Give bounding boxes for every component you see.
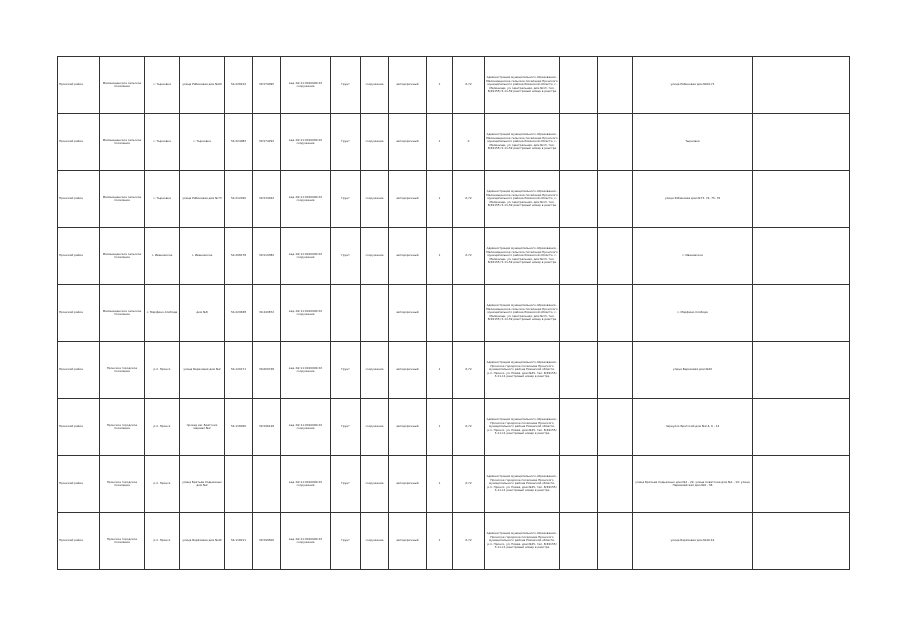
table-cell: автодорожный	[389, 513, 427, 570]
table-cell: 0,72	[453, 228, 485, 285]
table-cell	[598, 57, 633, 114]
table-cell: Администрация муниципального образования - Пронское городское поселение Пронского муниципального района Рязанской области, р.п. Пронск, ул. Новая, дом №25, тел. 8(49155) 3-11-11 реестровый номер в реестре	[485, 513, 560, 570]
table-cell: автодорожный	[389, 57, 427, 114]
table-cell: автодорожный	[389, 342, 427, 399]
table-cell: с. Ивановское	[633, 228, 753, 285]
table-cell	[560, 456, 598, 513]
table-cell: Администрация муниципального образования - Пронское городское поселение Пронского муниципального района Рязанской области, р.п. Пронск, ул. Новая, дом №25, тел. 8(49155) 3-11-11 реестровый номер в реестре	[485, 456, 560, 513]
table-cell	[560, 513, 598, 570]
table-cell	[598, 513, 633, 570]
table-cell	[753, 342, 850, 399]
table-cell: автодорожный	[389, 456, 427, 513]
table-cell	[753, 513, 850, 570]
table-cell: Администрация муниципального образования - Малинищенское сельское поселение Пронского муниципального района Рязанской области, с. Малинищи, ул. Центральная, дом №13, тел. 8(49155) 5-11-59 реестровый номер в реестре	[485, 57, 560, 114]
table-cell: кад.:62:11:0010000:ХХ сооружение	[281, 285, 331, 342]
table-cell	[753, 285, 850, 342]
table-cell: 54.229638	[225, 285, 253, 342]
table-cell: 1	[427, 57, 453, 114]
table-cell: с. Тырновка	[145, 114, 180, 171]
table-cell	[753, 57, 850, 114]
table-cell: кад.:62:11:0010000:ХХ сооружение	[281, 57, 331, 114]
table-cell: р.п. Пронск	[145, 399, 180, 456]
table-cell: 0	[453, 114, 485, 171]
table-cell: 54.212020	[225, 171, 253, 228]
table-cell: сооружение	[361, 342, 389, 399]
table-cell	[560, 342, 598, 399]
table-cell: 1	[427, 171, 453, 228]
table-cell: сооружение	[361, 399, 389, 456]
table-cell: 1	[427, 342, 453, 399]
table-cell: 54.118020	[225, 399, 253, 456]
table-cell: Грунт	[331, 342, 361, 399]
table-cell: р.п. Пронск	[145, 513, 180, 570]
table-cell	[598, 171, 633, 228]
table-cell: Администрация муниципального образования - Пронское городское поселение Пронского муниципального района Рязанской области, р.п. Пронск, ул. Новая, дом №25, тел. 8(49155) 3-11-11 реестровый номер в реестре	[485, 342, 560, 399]
table-cell: автодорожный	[389, 171, 427, 228]
table-cell: сооружение	[361, 456, 389, 513]
table-cell	[560, 285, 598, 342]
road-registry-table	[57, 56, 850, 570]
table-cell: Малинищенское сельское поселение	[100, 285, 145, 342]
table-cell: 39.596128	[253, 399, 281, 456]
table-cell: улица Березовая дом №2	[180, 342, 225, 399]
table-cell: 54.208178	[225, 228, 253, 285]
table-cell: Пронский район	[58, 342, 100, 399]
table-cell: сооружение	[361, 171, 389, 228]
table-cell: Пронский район	[58, 57, 100, 114]
table-cell: Пронский район	[58, 114, 100, 171]
table-cell: улица Берёзовая дом №40-42	[633, 513, 753, 570]
table-cell: автодорожный	[389, 114, 427, 171]
table-cell: Администрация муниципального образования - Малинищенское сельское поселение Пронского муниципального района Рязанской области, с. Малинищи, ул. Центральная, дом №13, тел. 8(49155) 5-11-59 реестровый номер в реестре	[485, 171, 560, 228]
table-cell: Администрация муниципального образования - Пронское городское поселение Пронского муниципального района Рязанской области, р.п. Пронск, ул. Новая, дом №25, тел. 8(49155) 3-11-11 реестровый номер в реестре	[485, 399, 560, 456]
table-cell: р.п. Пронск	[145, 456, 180, 513]
table-cell: Грунт	[331, 456, 361, 513]
table-cell: переулок Братский дом №2-4, 6 - 12	[633, 399, 753, 456]
table-cell	[598, 285, 633, 342]
table-cell: р.п. Пронск	[145, 342, 180, 399]
table-cell: улица Рябиновая дом №73, 74, 75, 76	[633, 171, 753, 228]
table-cell: 39.534042	[253, 171, 281, 228]
table-cell: 0,72	[453, 399, 485, 456]
table-row	[58, 456, 850, 513]
table-cell: 0,72	[453, 171, 485, 228]
table-cell: 39.579095	[253, 57, 281, 114]
table-cell	[598, 399, 633, 456]
table-cell: кад.:62:11:0010000:ХХ сооружение	[281, 228, 331, 285]
table-cell: 39.600748	[253, 342, 281, 399]
table-cell: 0,72	[453, 57, 485, 114]
table-cell: Пронский район	[58, 399, 100, 456]
table-cell: проезд им. Братских маршал №2	[180, 399, 225, 456]
table-cell	[753, 171, 850, 228]
table-row	[58, 285, 850, 342]
table-row	[58, 513, 850, 570]
table-cell: Пронский район	[58, 456, 100, 513]
table-cell: кад.:62:11:0010000:ХХ сооружение	[281, 456, 331, 513]
table-cell: 39.590500	[253, 513, 281, 570]
table-cell: кад.:62:11:0010000:ХХ сооружение	[281, 171, 331, 228]
table-cell: кад.:62:11:0010000:ХХ сооружение	[281, 114, 331, 171]
table-cell: с. Марфино-Слобода	[145, 285, 180, 342]
table-cell: Малинищенское сельское поселение	[100, 228, 145, 285]
table-cell	[560, 171, 598, 228]
table-cell: 1	[427, 456, 453, 513]
table-cell: Пронское городское поселение	[100, 342, 145, 399]
table-cell: сооружение	[361, 114, 389, 171]
table-cell	[560, 399, 598, 456]
table-cell	[225, 456, 253, 513]
table-cell: Малинищенское сельское поселение	[100, 114, 145, 171]
table-cell: автодорожный	[389, 228, 427, 285]
table-cell: 54.224083	[225, 114, 253, 171]
table-cell: кад.:62:11:0010000:ХХ сооружение	[281, 399, 331, 456]
table-cell: 0,72	[453, 513, 485, 570]
table-cell: Грунт	[331, 399, 361, 456]
table-cell	[427, 285, 453, 342]
table-cell: Малинищенское сельское поселение	[100, 171, 145, 228]
table-body	[58, 57, 850, 570]
table-cell: сооружение	[361, 228, 389, 285]
table-cell	[361, 285, 389, 342]
table-cell: 0,72	[453, 456, 485, 513]
table-cell: с. Ивановское	[180, 228, 225, 285]
table-cell: Пронское городское поселение	[100, 456, 145, 513]
table-row	[58, 399, 850, 456]
table-cell: улица Братьев Ходыкиных дом №2	[180, 456, 225, 513]
table-cell: улица Рябиновая дом №69	[180, 57, 225, 114]
table-cell: кад.:62:11:0010000:ХХ сооружение	[281, 342, 331, 399]
table-cell: с. Ивановское	[145, 228, 180, 285]
table-cell	[753, 228, 850, 285]
table-cell: с. Тырновка	[145, 171, 180, 228]
table-cell	[598, 114, 633, 171]
table-cell: Пронский район	[58, 171, 100, 228]
table-cell: Администрация муниципального образования - Малинищенское сельское поселение Пронского муниципального района Рязанской области, с. Малинищи, ул. Центральная, дом №13, тел. 8(49155) 5-11-59 реестровый номер в реестре	[485, 228, 560, 285]
table-cell: с. Тырновка	[145, 57, 180, 114]
table-cell: 1	[427, 228, 453, 285]
table-cell	[253, 456, 281, 513]
table-cell: сооружение	[361, 513, 389, 570]
spreadsheet-page	[57, 56, 849, 569]
table-cell: 39.440872	[253, 285, 281, 342]
table-cell: Пронское городское поселение	[100, 513, 145, 570]
table-cell: автодорожный	[389, 399, 427, 456]
table-cell: Грунт	[331, 513, 361, 570]
table-cell: с. Тырновка	[180, 114, 225, 171]
table-cell: дом №8	[180, 285, 225, 342]
table-cell	[560, 114, 598, 171]
table-cell	[753, 456, 850, 513]
table-cell: 1	[427, 513, 453, 570]
table-cell: Администрация муниципального образования - Малинищенское сельское поселение Пронского муниципального района Рязанской области, с. Малинищи, ул. Центральная, дом №13, тел. 8(49155) 5-11-59 реестровый номер в реестре	[485, 285, 560, 342]
table-cell: улица Березовая дом №20	[633, 342, 753, 399]
table-cell: 54.228212	[225, 57, 253, 114]
table-cell	[598, 228, 633, 285]
table-cell	[753, 399, 850, 456]
table-cell: Тырновка	[633, 114, 753, 171]
table-cell: улица Рябиновая дом №69-71	[633, 57, 753, 114]
table-row	[58, 114, 850, 171]
table-row	[58, 228, 850, 285]
table-row	[58, 57, 850, 114]
table-cell: улица Берёзовая дом №40	[180, 513, 225, 570]
table-cell: 39.510382	[253, 228, 281, 285]
table-cell: улица Братьев Ходыкиных дом №2 - 22; улица Советская дом №1 - 10; улица Первомайская дом №6 - 36	[633, 456, 753, 513]
table-cell: Пронский район	[58, 228, 100, 285]
table-cell: Администрация муниципального образования - Малинищенское сельское поселение Пронского муниципального района Рязанской области, с. Малинищи, ул. Центральная, дом №13, тел. 8(49155) 5-11-59 реестровый номер в реестре	[485, 114, 560, 171]
table-cell	[560, 57, 598, 114]
table-cell	[331, 285, 361, 342]
table-cell: Пронский район	[58, 513, 100, 570]
table-cell: 1	[427, 114, 453, 171]
table-cell: 0,72	[453, 342, 485, 399]
table-cell: Грунт	[331, 171, 361, 228]
table-cell	[453, 285, 485, 342]
table-cell: улица Рябиновая дом №73	[180, 171, 225, 228]
table-cell: Грунт	[331, 228, 361, 285]
table-cell	[598, 456, 633, 513]
table-cell	[753, 114, 850, 171]
table-row	[58, 342, 850, 399]
table-cell: 39.574292	[253, 114, 281, 171]
table-cell	[598, 342, 633, 399]
table-cell: Пронский район	[58, 285, 100, 342]
table-cell: Грунт	[331, 57, 361, 114]
table-cell: с. Марфино-Слобода	[633, 285, 753, 342]
table-cell: 54.120171	[225, 342, 253, 399]
table-row	[58, 171, 850, 228]
table-cell: Малинищенское сельское поселение	[100, 57, 145, 114]
table-cell: Грунт	[331, 114, 361, 171]
table-cell: 1	[427, 399, 453, 456]
table-cell: сооружение	[361, 57, 389, 114]
table-cell: 54.118211	[225, 513, 253, 570]
table-cell	[560, 228, 598, 285]
table-cell: автодорожный	[389, 285, 427, 342]
table-cell: Пронское городское поселение	[100, 399, 145, 456]
table-cell: кад.:62:11:0010000:ХХ сооружение	[281, 513, 331, 570]
